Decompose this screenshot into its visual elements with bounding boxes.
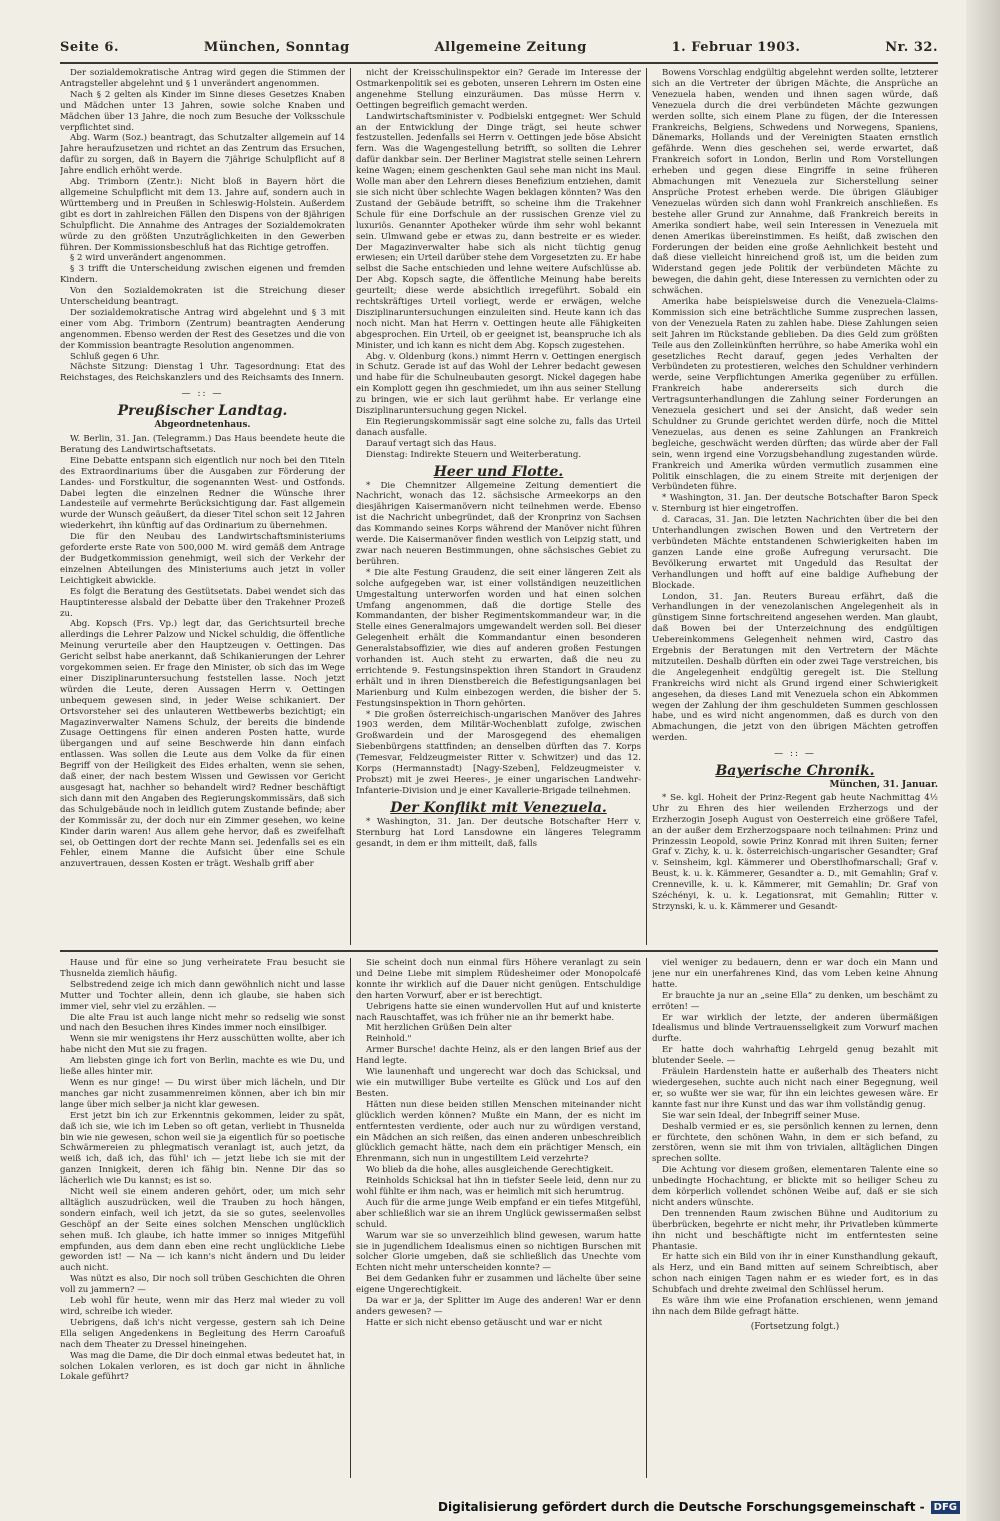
paragraph: * Se. kgl. Hoheit der Prinz-Regent gab heute Nachmittag 4½ Uhr zu Ehren des hier weilenden Erzherzogs und der Erzherzogin Joseph August von Oesterreich eine größere Tafel, an der außer dem Erzherzogspaare noch teilnahmen: Prinz und Prinzessin Leopold, sowie Prinz Konrad mit ihren Suiten; ferner Graf v. Zichy, k. u. k. österreichisch-ungarischer Gesandter; Graf v. Seinsheim, kgl. Kämmerer und Oberstlhofmarschall; Graf v. Beust, k. u. k. Kämmerer, Gesandter a. D., mit Gemahlin; Graf v. Crenneville, k. u. k. Kämmerer, mit Gemahlin; Dr. Graf von Széchényi, k. u. k. Legationsrat, mit Gemahlin; Ritter v. Strzynski, k. u. k. Kämmerer und Gesandt-: [652, 792, 938, 912]
paragraph: Fräulein Hardenstein hatte er außerhalb des Theaters nicht wiedergesehen, suchte auch nicht nach einer Begegnung, weil er, so wußte wer sie war, für ihn ein leichtes gewesen wäre. Er kannte fast nur ihre Kunst und das war ihm vollständig genug.: [652, 1067, 938, 1110]
novel-text: [652, 958, 938, 1318]
newspaper-title: Allgemeine Zeitung: [434, 40, 587, 55]
feuilleton-rule: [60, 950, 938, 952]
paragraph: Ein Regierungskommissär sagt eine solche zu, falls das Urteil danach ausfalle.: [356, 417, 641, 438]
paragraph: Wie launenhaft und ungerecht war doch das Schicksal, und wie ein mutwilliger Bube verteilte es Glück und Los auf den Besten.: [356, 1067, 641, 1099]
section-subheading: Abgeordnetenhaus.: [154, 420, 251, 431]
paragraph: Deshalb vermied er es, sie persönlich kennen zu lernen, denn er fürchtete, den schönen Wahn, in dem er sich befand, zu zerstören, wenn sie mit ihm von trivialen, alltäglichen Dingen sprechen sollte.: [652, 1121, 938, 1165]
section-heading-venezuela: Der Konflikt mit Venezuela.: [390, 799, 607, 816]
section-separator: — :: —: [774, 749, 816, 760]
upper-column-1: [60, 68, 345, 945]
feuilleton-column-1: [60, 958, 345, 1478]
paragraph: Reinholds Schicksal hat ihn in tiefster Seele leid, denn nur zu wohl fühlte er ihm nach, was er heimlich mit sich herumtrug.: [356, 1176, 641, 1198]
paragraph: Selbstredend zeige ich mich dann gewöhnlich nicht und lasse Mutter und Tochter allein, denn ich glaube, sie haben sich immer viel, sehr viel zu erzählen. —: [60, 979, 345, 1012]
landtag-report: [60, 434, 345, 870]
reichstag-report: [60, 68, 345, 384]
column-rule: [350, 68, 351, 945]
scan-page-edge: [966, 0, 1000, 1521]
paragraph: Uebrigens hatte sie einen wundervollen Hut auf und knisterte nach Rauschtaffet, was ich früher nie an ihr bemerkt habe.: [356, 1001, 641, 1023]
credit-text: Digitalisierung gefördert durch die Deutsche Forschungsgemeinschaft -: [438, 1500, 925, 1514]
section-heading-landtag: Preußischer Landtag.: [117, 403, 288, 420]
column-rule: [646, 958, 647, 1478]
paragraph: Er war wirklich der letzte, der anderen übermäßigen Idealismus und blinde Vertrauensseligkeit zum Vorwurf machen durfte.: [652, 1012, 938, 1045]
paragraph: Hätten nun diese beiden stillen Menschen miteinander nicht glücklich werden können? Mußte ein Mann, der es nicht im entferntesten verdiente, oder auch nur zu würdigen verstand, ein Mädchen an sich reißen, das einen anderen unbeschreiblich glücklich gemacht hätte, nach dem ein prächtiger Mensch, ein Ehrenmann, sich nun in ungestilltem Leid verzehrte?: [356, 1099, 641, 1165]
paragraph: Uebrigens, daß ich's nicht vergesse, gestern sah ich Deine Ella seligen Angedenkens in Begleitung des Herrn Caroafuß nach dem Theater zu Dressel hineingehen.: [60, 1317, 345, 1350]
paragraph: Darauf vertagt sich das Haus.: [366, 438, 497, 449]
novel-text: [60, 958, 345, 1383]
paragraph: Auch für die arme junge Weib empfand er ein tiefes Mitgefühl, aber schließlich war sie an ihrem Unglück gewissermaßen selbst schuld.: [356, 1197, 641, 1230]
page-header: [60, 40, 938, 62]
section-heading-bayerische-chronik: Bayerische Chronik.: [715, 763, 875, 780]
paragraph: Die alte Frau ist auch lange nicht mehr so redselig wie sonst und nach den Besuchen ihres Kindes immer noch einsilbiger.: [60, 1012, 345, 1034]
paragraph: Nicht weil sie einem anderen gehört, oder, um mich sehr alltäglich auszudrücken, weil die Trauben zu hoch hängen, sondern einfach, weil ich jetzt, da sie so gutes, seelenvolles Geschöpf an der Seite eines solchen Menschen unglücklich sehen muß. Ich glaube, ich hatte immer so inniges Mitgefühl empfunden, aus dem dann eben eine recht unglückliche Liebe geworden ist! — Na — ich kann's nicht ändern und Du leider auch nicht.: [60, 1187, 345, 1274]
paragraph: Es wäre ihm wie eine Profanation erschienen, wenn jemand ihn nach dem Bilde gefragt hätte.: [652, 1296, 938, 1317]
paragraph: Eine Debatte entspann sich eigentlich nur noch bei den Titeln des Extraordinariums über die Ausgaben zur Förderung der Landes- und Forstkultur, die sogenannten West- und Ostfonds. Dabei legten die einzelnen Redner die Wünsche ihrer Landesteile auf vermehrte Berücksichtigung dar. Fast allgemein wurde der Wunsch geäußert, da dieser Titel schon seit 12 Jahren wiederkehrt, ihn künftig auf das Ordinarium zu übernehmen.: [60, 455, 345, 532]
paragraph: Sie scheint doch nun einmal fürs Höhere veranlagt zu sein und Deine Liebe mit simplem Rüdesheimer oder Monopolcafé konnte ihr wirklich auf die Dauer nicht genügen. Entschuldige den harten Vorwurf, aber er ist berechtigt.: [356, 958, 641, 1001]
paragraph: Landwirtschaftsminister v. Podbielski entgegnet: Wer Schuld an der Entwicklung der Dinge trägt, sei heute schwer festzustellen. Jedenfalls sei Herrn v. Oettingen jede böse Absicht fern. Was die Wagengestellung betrifft, so sollten die Lehrer dafür dankbar sein. Der Berliner Magistrat stelle seinen Lehrern keine Wagen; einem geschenkten Gaul sehe man nicht ins Maul. Wolle man aber den Lehrern dieses Benefizium entziehen, damit sie sich nicht über schlechte Wagen beklagen könnten? Was den Zustand der Gebäude betrifft, so scheine ihm die Trakehner Schule für eine Dorfschule an der russischen Grenze viel zu luxuriös. Genannter Apotheker würde ihm sehr wohl bekannt sein. Ulmwand gebe er etwas zu, dann bestreite er es wieder. Der Magazinverwalter habe sich als nicht tüchtig genug erwiesen; ein Urteil darüber stehe dem Vorgesetzten zu. Er habe selbst die Sache entschieden und lehne weitere Aufschlüsse ab. Der Abg. Kopsch sagte, die öffentliche Meinung habe bereits geurteilt; diese werde absichtlich irregeführt. Sobald ein rechtskräftiges Urteil vorliegt, werde er erwägen, welche Disziplinaruntersuchungen einzuleiten sind. Heute kann ich das noch nicht. Man hat Herrn v. Oettingen heute alle Fähigkeiten abgesprochen. Ein Urteil, ob er geeignet ist, beanspruche ich als Minister, und ich kann es nicht dem Abg. Kopsch zugestehen.: [356, 111, 641, 351]
feuilleton-column-2: [356, 958, 641, 1478]
paragraph: Schluß gegen 6 Uhr.: [70, 351, 160, 362]
paragraph: Dienstag: Indirekte Steuern und Weiterberatung.: [366, 449, 582, 460]
paragraph: Leb wohl für heute, wenn mir das Herz mal wieder zu voll wird, schreibe ich wieder.: [60, 1296, 345, 1317]
city-day: München, Sonntag: [203, 40, 350, 55]
paragraph: Warum war sie so unverzeihlich blind gewesen, warum hatte sie in jugendlichem Idealismus einen so nichtigen Burschen mit solcher Glorie umgeben, daß sie schließlich das Unechte vom Echten nicht mehr unterscheiden konnte? —: [356, 1230, 641, 1274]
continuation-note: (Fortsetzung folgt.): [750, 1321, 840, 1332]
paragraph: * Washington, 31. Jan. Der deutsche Botschafter Baron Speck v. Sternburg ist hier eingetroffen.: [652, 493, 938, 515]
upper-column-2: [356, 68, 641, 945]
column-rule: [646, 68, 647, 945]
paragraph: W. Berlin, 31. Jan. (Telegramm.) Das Haus beendete heute die Beratung des Landwirtschaftsetats.: [60, 434, 345, 455]
paragraph: Am liebsten ginge ich fort von Berlin, machte es wie Du, und ließe alles hinter mir.: [60, 1056, 345, 1078]
paragraph: Der sozialdemokratische Antrag wird abgelehnt und § 3 mit einer vom Abg. Trimborn (Zentrum) beantragten Aenderung angenommen. Ebenso werden der Rest des Gesetzes und die von der Kommission beantragte Resolution angenommen.: [60, 307, 345, 351]
paragraph: Bei dem Gedanken fuhr er zusammen und lächelte über seine eigene Ungerechtigkeit.: [356, 1274, 641, 1296]
paragraph: Abg. Trimborn (Zentr.): Nicht bloß in Bayern hört die allgemeine Schulpflicht mit dem 13. Jahre auf, sondern auch in Württemberg und in Preußen in Schleswig-Holstein. Außerdem gibt es dort in zahlreichen Fällen den Dispens von der 8jährigen Schulpflicht. Die Annahme des Antrages der Sozialdemokraten würde zu den größten Unzuträglichkeiten in den Gewerben führen. Der Kommissionsbeschluß hat das Richtige getroffen.: [60, 177, 345, 253]
paragraph: Sie war sein Ideal, der Inbegriff seiner Muse.: [662, 1110, 861, 1121]
paragraph: Er brauchte ja nur an „seine Ella“ zu denken, um beschämt zu erröten! —: [652, 990, 938, 1012]
paragraph: Was nützt es also, Dir noch soll trüben Geschichten die Ohren voll zu jammern? —: [60, 1274, 345, 1296]
chronik-report: [652, 793, 938, 913]
digitization-credit: [438, 1497, 960, 1517]
novel-text: [356, 958, 641, 1329]
paragraph: Nächste Sitzung: Dienstag 1 Uhr. Tagesordnung: Etat des Reichstages, des Reichskanzlers und des Reichsamts des Innern.: [60, 362, 345, 384]
paragraph: nicht der Kreisschulinspektor ein? Gerade im Interesse der Ostmarkenpolitik sei es geboten, unseren Lehrern im Osten eine angenehme Stellung einzuräumen. Das müsse Herrn v. Oettingen begreiflich gemacht werden.: [356, 68, 641, 111]
issue-date: 1. Februar 1903.: [671, 40, 801, 55]
paragraph: * Die Chemnitzer Allgemeine Zeitung dementiert die Nachricht, wonach das 12. sächsische Armeekorps an den diesjährigen Kaisermanövern nicht teilnehmen werde. Ebenso ist die Nachricht unbegründet, daß der Kronprinz von Sachsen das Kommando seines Korps während der Manöver nicht führen werde. Die Kaisermanöver finden westlich von Leipzig statt, und zwar nach neueren Bestimmungen, ohne sächsisches Gebiet zu berühren.: [356, 480, 641, 567]
heer-flotte-report: [356, 481, 641, 797]
paragraph: Er hatte sich ein Bild von ihr in einer Kunsthandlung gekauft, als Herz, und ein Band mitten auf seinem Schreibtisch, aber schon nach einigen Tagen nahm er es wieder fort, es in das Schubfach und drehte zweimal den Schlüssel herum.: [652, 1252, 938, 1296]
paragraph: Den trennenden Raum zwischen Bühne und Auditorium zu überbrücken, begehrte er nicht mehr, ihr Privatleben kümmerte ihn nicht und beschäftigte nicht im entferntesten seine Phantasie.: [652, 1208, 938, 1252]
paragraph: Was mag die Dame, die Dir doch einmal etwas bedeutet hat, in solchen Lokalen verloren, es ist doch gar nicht in ähnliche Lokale geführt?: [60, 1350, 345, 1383]
paragraph: Hatte er sich nicht ebenso getäuscht und war er nicht: [366, 1317, 603, 1328]
paragraph: Wenn es nur ginge! — Du wirst über mich lächeln, und Dir manches gar nicht zusammenreimen können, aber ich bin mir lange über mich selber ja nicht klar gewesen.: [60, 1077, 345, 1110]
paragraph: Da war er ja, der Splitter im Auge des anderen! War er denn anders gewesen? —: [356, 1296, 641, 1317]
paragraph: Der sozialdemokratische Antrag wird gegen die Stimmen der Antragsteller abgelehnt und § 1 unverändert angenommen.: [60, 68, 345, 89]
section-heading-heer: Heer und Flotte.: [433, 463, 564, 480]
paragraph: Er hatte doch wahrhaftig Lehrgeld genug bezahlt mit blutender Seele. —: [652, 1045, 938, 1067]
venezuela-report: [356, 817, 641, 850]
paragraph: Abg. Kopsch (Frs. Vp.) legt dar, das Gerichtsurteil breche allerdings die Lehrer Palzow und Nickel schuldig, die öffentliche Meinung verurteile aber den Hauptzeugen v. Oettingen. Das Gericht selbst habe anerkannt, daß Schikanierungen der Lehrer vorgekommen seien. Er frage den Minister, ob sich das im Wege einer Disziplinaruntersuchung feststellen lasse. Noch jetzt würden die Leute, deren Aussagen Herrn v. Oettingen unbequem gewesen sind, in jeder Weise schikaniert. Der Ortsvorsteher sei des unlauteren Wettbewerbs bezichtigt; ein Magazinverwalter Namens Schulz, der bereits die bindende Zusage Oettingens für einen anderen Posten hatte, wurde übergangen und auf seine Beschwerde hin dann einfach entlassen. Was sollen die Leute aus dem Volke da für einen Begriff von der Heiligkeit des Eides erhalten, wenn sie sehen, daß einer, der nach bestem Wissen und Gewissen vor Gericht ausgesagt hat, nachher so behandelt wird? Redner beschäftigt sich dann mit den Angaben des Regierungskommissärs, daß sich das Schulgebäude noch in leidlich gutem Zustande befinde; aber der Kommissär zu, der doch nur ein Zimmer gesehen, wo keine Kinder darin waren! Aus allem gehe hervor, daß es zweifelhaft sei, ob Oettingen dort der rechte Mann sei. Jedenfalls sei es ein Fehler, einem Manne die Aufsicht über eine Schule anzuvertrauen, dessen Kosten er trägt. Weshalb griff aber: [60, 619, 345, 870]
paragraph: Armer Bursche! dachte Heinz, als er den langen Brief aus der Hand legte.: [356, 1045, 641, 1067]
venezuela-continued: [652, 68, 938, 744]
section-separator: — :: —: [181, 389, 224, 400]
page-number: Seite 6.: [60, 40, 119, 55]
paragraph: Wo blieb da die hohe, alles ausgleichende Gerechtigkeit.: [366, 1165, 614, 1176]
chronik-dateline: München, 31. Januar.: [829, 780, 938, 790]
paragraph: Von den Sozialdemokraten ist die Streichung dieser Unterscheidung beantragt.: [60, 286, 345, 308]
paragraph: Die Achtung vor diesem großen, elementaren Talente eine so unbedingte Hochachtung, er blickte mit so heiliger Scheu zu dem körperlich vollendet schönen Weibe auf, daß er sie sich nicht anders wünschte.: [652, 1165, 938, 1208]
paragraph: Bowens Vorschlag endgültig abgelehnt werden sollte, letzterer sich an die Vertreter der übrigen Mächte, die Ansprüche an Venezuela haben, wenden und ihnen sagen würde, daß Venezuela durch die drei verbündeten Mächte gezwungen werden sollte, sich einem Plane zu fügen, der die Interessen Frankreichs, Belgiens, Schwedens und Norwegens, Spaniens, Dänemarks, Hollands und der Vereinigten Staaten ernstlich gefährde. Wenn dies geschehen sei, werde erwartet, daß Frankreich sofort in London, Berlin und Rom Vorstellungen erheben und gegen diese Eingriffe in seine früheren Abmachungen mit Venezuela zur Sicherstellung seiner Ansprüche Protest erheben werde. Die übrigen Gläubiger Venezuelas würden sich dann wohl Frankreich anschließen. Es bestehe aller Grund zur Annahme, daß Frankreich bereits in Amerika sondiert habe, weil sein Interessen in Venezuela mit denen Amerikas übereinstimmen. Es heißt, daß zwischen den Forderungen der beiden eine große Aehnlichkeit besteht und daß diese vielleicht hinreichend groß ist, um die beiden zum Widerstand gegen jede Politik der verbündeten Mächte zu bewegen, die dahin geht, diese Interessen zu vernichten oder zu schwächen.: [652, 68, 938, 297]
header-rule: [60, 62, 938, 64]
paragraph: Abg. Warm (Soz.) beantragt, das Schutzalter allgemein auf 14 Jahre heraufzusetzen und richtet an das Zentrum das Ersuchen, dafür zu sorgen, daß in Bayern die 7jährige Schulpflicht auf 8 Jahre endlich erhöht werde.: [60, 133, 345, 177]
paragraph: Wenn sie mir wenigstens ihr Herz ausschütten wollte, aber ich habe nicht den Mut sie zu fragen.: [60, 1034, 345, 1056]
paragraph: Amerika habe beispielsweise durch die Venezuela-Claims-Kommission sich eine beträchtliche Summe zusprechen lassen, von der Venezuela Raten zu zahlen habe. Diese Zahlungen seien seit Jahren im Rückstande geblieben. Da dies Geld zum größten Teile aus den Zolleinkünften herrühre, so habe Amerika wohl ein gesetzliches Recht darauf, gegen jedes Verhalten der Verbündeten zu protestieren, welches den Schuldner verhindern werde, seine Verpflichtungen Amerika gegenüber zu erfüllen. Frankreich habe andererseits sich durch die Vertragsunterhandlungen die Zahlung seiner Forderungen an Venezuela gesichert und sei der Ansicht, daß weder sein Schuldner zu Grunde gerichtet werden dürfe, noch die Mittel Venezuelas, aus denen es seine Zahlungen an Frankreich begleiche, geschwächt werden dürften; das würde aber der Fall sein, wenn irgend eine Vorzugsbehandlung zugestanden würde. Frankreich und Amerika würden vermutlich zusammen eine Politik einschlagen, die zu einem Streite mit derjenigen der Verbündeten führe.: [652, 297, 938, 493]
paragraph: § 2 wird unverändert angenommen.: [70, 253, 226, 264]
paragraph: Erst jetzt bin ich zur Erkenntnis gekommen, leider zu spät, daß ich sie, wie ich im Leben so oft getan, verliebt in Thusnelda bin wie nie gewesen, schon weil sie ja eigentlich für so poetische Schwärmereien zu phlegmatisch veranlagt ist, auch jetzt, da weiß ich, daß ich, das fühl' ich — jetzt liebe ich sie mit der ganzen Innigkeit, deren ich fähig bin. Nenne Dir das so lächerlich wie Du kannst; es ist so.: [60, 1110, 345, 1187]
paragraph: Die für den Neubau des Landwirtschaftsministeriums geforderte erste Rate von 500,000 M. wird gemäß dem Antrage der Budgetkommission genehmigt, weil sich der Verkehr der einzelnen Abteilungen des Ministeriums auch jetzt in voller Leichtigkeit abwickle.: [60, 532, 345, 586]
paragraph: Es folgt die Beratung des Gestütsetats. Dabei wendet sich das Hauptinteresse alsbald der Debatte über den Trakehner Prozeß zu.: [60, 586, 345, 619]
paragraph: * Die großen österreichisch-ungarischen Manöver des Jahres 1903 werden, dem Militär-Wochenblatt zufolge, zwischen Großwardein und der Marosgegend des ehemaligen Siebenbürgens stattfinden; an denselben dürften das 7. Korps (Temesvar, Feldzeugmeister Ritter v. Schwitzer) und das 12. Korps (Hermannstadt) [Nagy-Szeben], Feldzeugmeister v. Probszt) mit je zwei Heeres-, je einer ungarischen Landwehr-Infanterie-Division und je einer Kavallerie-Brigade teilnehmen.: [356, 709, 641, 796]
dfg-logo: DFG: [931, 1501, 960, 1514]
paragraph: Mit herzlichen Grüßen Dein alter: [366, 1023, 512, 1034]
paragraph: d. Caracas, 31. Jan. Die letzten Nachrichten über die bei den Unterhandlungen zwischen Bowen und den Vertretern der verbündeten Mächte entstandenen Schwierigkeiten haben im ganzen Lande eine große Aufregung verursacht. Die Bevölkerung erwartet mit Ungeduld das Resultat der Verhandlungen und hofft auf eine baldige Aufhebung der Blockade.: [652, 515, 938, 591]
upper-column-3: [652, 68, 938, 945]
paragraph: * Die alte Festung Graudenz, die seit einer längeren Zeit als solche aufgegeben war, ist einer vollständigen neuzeitlichen Umgestaltung unterworfen worden und hat einen solchen Umfang angenommen, daß die dortige Stelle des Kommandanten, der bisher Regimentskommandeur war, in die Stelle eines Generalmajors umgewandelt werden soll. Bei dieser Gelegenheit erhält die Kommandantur einen besonderen Generalstabsoffizier, wie dies auf anderen großen Festungen vorhanden ist. Auch steht zu erwarten, daß die neu zu errichtende 9. Festungsinspektion ihren Standort in Graudenz erhält und in ihren Dienstbereich die Befestigungsanlagen bei Marienburg und Kulm einbezogen werden, die bisher der 5. Festungsinspektion in Thorn gehörten.: [356, 567, 641, 709]
paragraph: Hause und für eine so jung verheiratete Frau besucht sie Thusnelda ziemlich häufig.: [60, 958, 345, 979]
paragraph: * Washington, 31. Jan. Der deutsche Botschafter Herr v. Sternburg hat Lord Lansdowne ein längeres Telegramm gesandt, in dem er ihm mitteilt, daß, falls: [356, 816, 641, 849]
column-rule: [350, 958, 351, 1478]
feuilleton-column-3: [652, 958, 938, 1478]
issue-number: Nr. 32.: [885, 40, 938, 55]
landtag-continued: [356, 68, 641, 461]
paragraph: London, 31. Jan. Reuters Bureau erfährt, daß die Verhandlungen in der venezolanischen Angelegenheit als in günstigem Sinne fortschreitend angesehen werden. Man glaubt, daß Bowen bei der Unterzeichnung des endgültigen Uebereinkommens Gelegenheit nehmen wird, Castro das Ergebnis der Beratungen mit den Vertretern der Mächte mitzuteilen. Deshalb dürften ein oder zwei Tage verstreichen, bis die Angelegenheit endgültig geregelt ist. Die Stellung Frankreichs wird nicht als Grund irgend einer Schwierigkeit angesehen, da dieses Land mit Venezuela schon ein Abkommen wegen der Zahlung der ihm geschuldeten Summen geschlossen habe, und es wird nicht angenommen, daß es durch von den Abmachungen, die jetzt von den übrigen Mächten getroffen werden.: [652, 591, 938, 744]
paragraph: viel weniger zu bedauern, denn er war doch ein Mann und jene nur ein unerfahrenes Kind, das vom Leben keine Ahnung hatte.: [652, 958, 938, 990]
paragraph: Reinhold.": [366, 1034, 412, 1045]
paragraph: Nach § 2 gelten als Kinder im Sinne dieses Gesetzes Knaben und Mädchen unter 13 Jahren, sowie solche Knaben und Mädchen über 13 Jahre, die noch zum Besuche der Volksschule verpflichtet sind.: [60, 89, 345, 133]
paragraph: § 3 trifft die Unterscheidung zwischen eigenen und fremden Kindern.: [60, 264, 345, 286]
paragraph: Abg. v. Oldenburg (kons.) nimmt Herrn v. Oettingen energisch in Schutz. Gerade ist auf das Wohl der Lehrer bedacht gewesen und habe für die Schulneubauten gesorgt. Nickel dagegen habe ein Komplott gegen ihn geschmiedet, um ihn aus seiner Stellung zu bringen, wie er sich laut gerühmt habe. Er verlange eine Disziplinaruntersuchung gegen Nickel.: [356, 351, 641, 417]
